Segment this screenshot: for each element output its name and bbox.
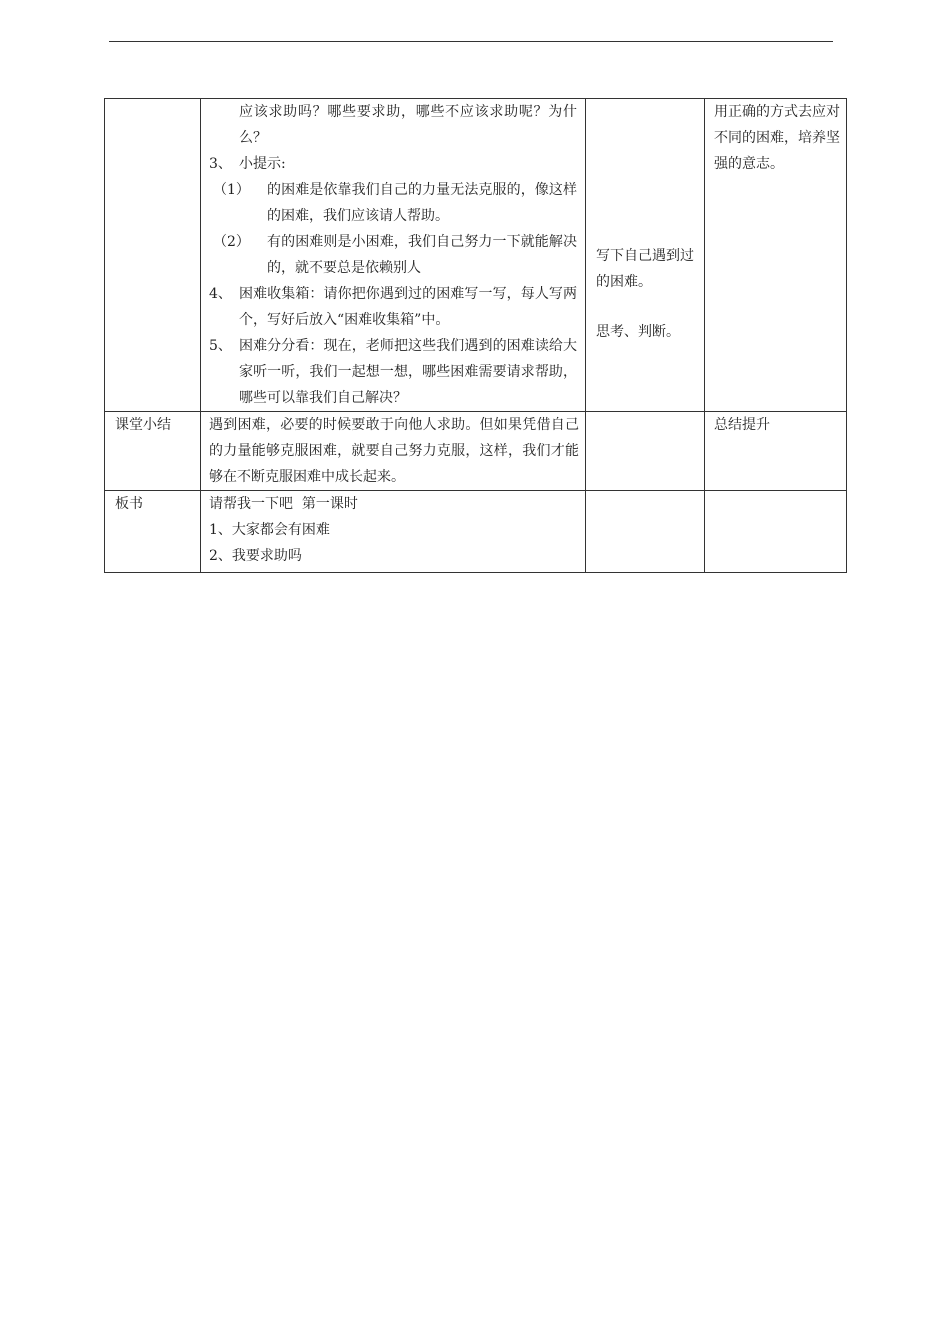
tip-2-number: （2） — [213, 234, 250, 250]
lesson-plan-table — [104, 98, 847, 573]
board-content-cell — [201, 491, 586, 573]
summary-activity-cell — [586, 412, 705, 491]
header-rule — [109, 41, 833, 42]
board-label: 板书 — [115, 496, 143, 512]
process-row — [105, 99, 847, 412]
process-label-cell — [105, 99, 201, 412]
summary-label: 课堂小结 — [115, 417, 171, 433]
board-intent-cell — [705, 491, 847, 573]
item-3 — [209, 151, 577, 177]
board-title: 请帮我一下吧 第一课时 — [209, 496, 358, 512]
tip-2 — [209, 229, 577, 281]
continued-question-text: 应该求助吗？哪些要求助，哪些不应该求助呢？为什么？ — [239, 104, 577, 146]
summary-content-cell — [201, 412, 586, 491]
item-3-number: 3、 — [209, 156, 232, 172]
tip-1-number: （1） — [213, 182, 250, 198]
item-5-text: 困难分分看：现在，老师把这些我们遇到的困难读给大家听一听，我们一起想一想，哪些困难需要请求帮助，哪些可以靠我们自己解决？ — [239, 338, 577, 406]
item-4-number: 4、 — [209, 286, 232, 302]
board-line-2: 2、我要求助吗 — [209, 548, 302, 564]
student-activity-1: 写下自己遇到过的困难。 — [596, 248, 694, 290]
summary-label-cell — [105, 412, 201, 491]
student-activity-2: 思考、判断。 — [596, 324, 680, 340]
design-intent-text: 用正确的方式去应对不同的困难，培养坚强的意志。 — [714, 104, 840, 172]
summary-intent: 总结提升 — [714, 417, 770, 433]
item-5-number: 5、 — [209, 338, 232, 354]
item-5 — [209, 333, 577, 411]
board-activity-cell — [586, 491, 705, 573]
item-3-text: 小提示: — [239, 156, 286, 172]
item-4 — [209, 281, 577, 333]
tip-1 — [209, 177, 577, 229]
board-label-cell — [105, 491, 201, 573]
tip-1-text: 的困难是依靠我们自己的力量无法克服的，像这样的困难，我们应该请人帮助。 — [267, 182, 577, 224]
item-4-text: 困难收集箱：请你把你遇到过的困难写一写，每人写两个，写好后放入“困难收集箱”中。 — [239, 286, 577, 328]
process-content-cell — [201, 99, 586, 412]
tip-2-text: 有的困难则是小困难，我们自己努力一下就能解决的，就不要总是依赖别人 — [267, 234, 577, 276]
summary-text: 遇到困难，必要的时候要敢于向他人求助。但如果凭借自己的力量能够克服困难，就要自己努力克服，这样，我们才能够在不断克服困难中成长起来。 — [209, 417, 579, 485]
design-intent-cell — [705, 99, 847, 412]
board-row — [105, 491, 847, 573]
summary-intent-cell — [705, 412, 847, 491]
board-line-1: 1、大家都会有困难 — [209, 522, 330, 538]
summary-row — [105, 412, 847, 491]
student-activity-cell — [586, 99, 705, 412]
